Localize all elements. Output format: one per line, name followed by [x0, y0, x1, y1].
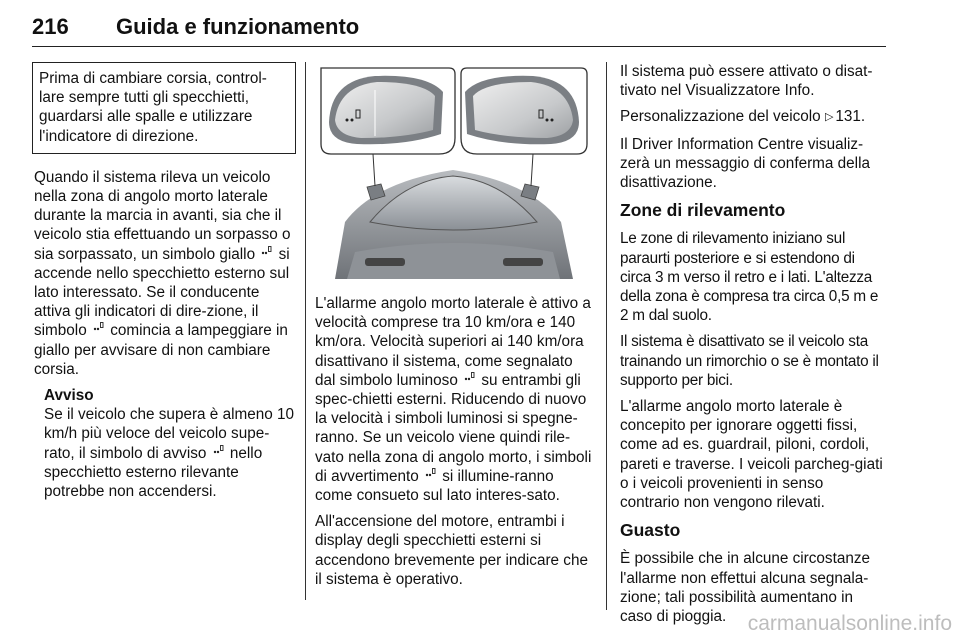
- page-header: [32, 14, 886, 47]
- blind-spot-warning-icon: [464, 372, 475, 381]
- page-reference-triangle-icon: ▷: [824, 111, 834, 124]
- paragraph-engine-start: All'accensione del motore, entrambi i display degli specchietti esterni si accendono brevemente per indicare che il sistema è operativo.: [315, 513, 588, 588]
- caution-text: Prima di cambiare corsia, control-lare sempre tutti gli specchietti, guardarsi alle spalle e utilizzare l'indicatore di direzione.: [39, 70, 267, 145]
- paragraph-text: comincia a lampeggiare in giallo per avvisare di non cambiare corsia.: [34, 322, 288, 378]
- blind-spot-warning-icon: [261, 246, 272, 255]
- heading-fault: Guasto: [620, 520, 681, 541]
- paragraph-text: su entrambi gli spec-chietti esterni. Riducendo di nuovo la velocità i simboli luminosi si spegne-ranno. Se un veicolo viene quindi rile-vato nella zona di angolo morto, i simboli di avvertimento: [315, 371, 592, 485]
- blind-spot-warning-icon: [213, 445, 224, 454]
- paragraph-speed-range: [315, 294, 592, 505]
- note-block: [34, 386, 296, 501]
- column-1: [34, 62, 296, 501]
- blind-spot-warning-icon: [425, 468, 436, 477]
- heading-detection-zones: Zone di rilevamento: [620, 200, 786, 221]
- note-text-part: Se il veicolo che supera è almeno 10 km/h più veloce del veicolo supe-rato, il simbolo di avviso: [44, 406, 295, 462]
- paragraph-text: Quando il sistema rileva un veicolo nella zona di angolo morto laterale durante la marcia in avanti, sia che il veicolo stia effettuando un sorpasso o sia sorpassato, un simbolo giallo: [34, 168, 291, 263]
- paragraph-personalization: [620, 107, 886, 127]
- paragraph-text: si illumine-ranno come consueto sul lato interes-sato.: [315, 467, 560, 505]
- note-title: Avviso: [44, 387, 94, 405]
- paragraph-detection: [34, 168, 296, 379]
- paragraph-ignore-objects: L'allarme angolo morto laterale è concepito per ignorare oggetti fissi, come ad es. guardrail, piloni, cordoli, pareti e traverse. I veicoli parcheg-giati o i veicoli provenienti in senso contrario non vengono rilevati.: [620, 398, 883, 512]
- mirror-illustration: [315, 62, 592, 279]
- column-divider-2: [606, 62, 607, 610]
- column-2: [315, 62, 592, 596]
- column-divider-1: [305, 62, 306, 600]
- note-text-part: nello specchietto esterno rilevante potrebbe non accendersi.: [44, 444, 263, 501]
- note-text: [44, 405, 296, 501]
- page-reference-link[interactable]: 131.: [835, 108, 866, 126]
- running-title: Guida e funzionamento: [116, 14, 360, 39]
- watermark: carmanualsonline.info: [747, 612, 952, 635]
- paragraph-text: Personalizzazione del veicolo: [620, 108, 821, 126]
- paragraph-text: L'allarme angolo morto laterale è attivo a velocità comprese tra 10 km/ora e 140 km/ora. Velocità superiori ai 140 km/ora disattivano il sistema, come segnalato dal simbolo luminoso: [315, 295, 591, 389]
- paragraph-towing: Il sistema è disattivato se il veicolo sta trainando un rimorchio o se è montato il supporto per bici.: [620, 333, 879, 389]
- page-number: 216: [32, 14, 69, 39]
- blind-spot-warning-icon: [93, 322, 104, 331]
- caution-box: [32, 62, 296, 154]
- paragraph-activation: Il sistema può essere attivato o disat-tivato nel Visualizzatore Info.: [620, 63, 873, 100]
- paragraph-text: si accende nello specchietto esterno sul lato interessato. Se il conducente attiva gli indicatori di dire-zione, il simbolo: [34, 245, 290, 340]
- paragraph-dic: Il Driver Information Centre visualiz-zerà un messaggio di conferma della disattivazione.: [620, 135, 870, 192]
- column-3: [620, 62, 886, 633]
- paragraph-zones: Le zone di rilevamento iniziano sul paraurti posteriore e si estendono di circa 3 m verso il retro e i lati. L'altezza della zona è compresa tra circa 0,5 m e 2 m dal suolo.: [620, 230, 879, 325]
- paragraph-fault: È possibile che in alcune circostanze l'allarme non effettui alcuna segnala-zione; tali possibilità aumentano in caso di pioggia.: [620, 550, 870, 626]
